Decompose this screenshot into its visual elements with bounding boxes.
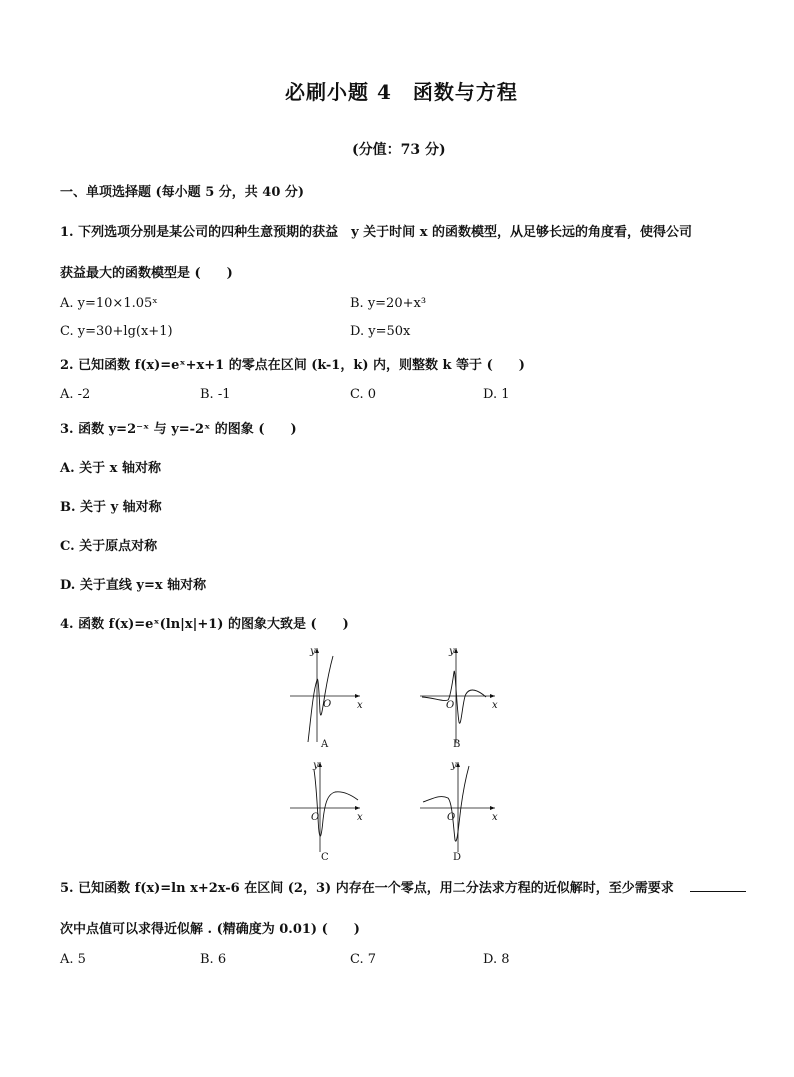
graph-a-label: A: [321, 739, 329, 750]
question-4-text: 4. 函数 f(x)=eˣ(ln|x|+1) 的图象大致是 ( ): [60, 617, 349, 632]
graph-a: [290, 646, 363, 750]
graph-b-x-label: x: [492, 700, 498, 711]
graph-a-y-label: y: [310, 646, 316, 657]
question-1-option-b: B. y=20+x³: [350, 296, 427, 311]
question-1-line-2: 获益最大的函数模型是 ( ): [60, 266, 233, 281]
graph-c-x-label: x: [357, 812, 363, 823]
question-4-graphs: [280, 642, 520, 867]
graph-d-y-label: y: [451, 760, 457, 771]
graph-c-label: C: [321, 852, 329, 863]
graph-d-x-label: x: [492, 812, 498, 823]
question-3-text: 3. 函数 y=2⁻ˣ 与 y=-2ˣ 的图象 ( ): [60, 422, 297, 437]
question-1-line-1: 1. 下列选项分别是某公司的四种生意预期的获益 y 关于时间 x 的函数模型，从足够长远的角度看，使得公司: [60, 225, 692, 240]
answer-blank: [690, 879, 746, 892]
question-5-line-1: [60, 877, 746, 896]
question-5-option-b: B. 6: [200, 952, 227, 967]
question-3-option-d: D. 关于直线 y=x 轴对称: [60, 578, 207, 593]
question-1-option-d: D. y=50x: [350, 324, 411, 339]
graph-b-y-label: y: [449, 646, 455, 657]
question-2-option-a: A. -2: [60, 387, 91, 402]
question-1-option-a: A. y=10×1.05ˣ: [60, 296, 158, 311]
question-3-option-a: A. 关于 x 轴对称: [60, 461, 161, 476]
graph-d-label: D: [453, 852, 462, 863]
question-2-option-d: D. 1: [483, 387, 510, 402]
question-3-option-b: B. 关于 y 轴对称: [60, 500, 162, 515]
graph-b-label: B: [453, 739, 461, 750]
graph-c-origin: O: [311, 812, 320, 823]
question-5-line-2: 次中点值可以求得近似解 . (精确度为 0.01) ( ): [60, 922, 360, 937]
graph-a-x-label: x: [357, 700, 363, 711]
question-2-option-c: C. 0: [350, 387, 377, 402]
question-5-text: 5. 已知函数 f(x)=ln x+2x-6 在区间 (2，3) 内存在一个零点，用二分法求方程的近似解时，至少需要求: [60, 881, 674, 896]
question-5-option-a: A. 5: [60, 952, 86, 967]
graph-a-origin: O: [323, 699, 332, 710]
graph-b-origin: O: [446, 700, 455, 711]
question-2-text: 2. 已知函数 f(x)=eˣ+x+1 的零点在区间 (k-1，k) 内，则整数 k 等于 ( ): [60, 358, 525, 373]
graph-b: [420, 646, 498, 750]
question-3-option-c: C. 关于原点对称: [60, 539, 158, 554]
graph-c-y-label: y: [313, 760, 319, 771]
score-note: (分值：73 分): [352, 142, 446, 158]
question-2-option-b: B. -1: [200, 387, 231, 402]
graph-d: [420, 760, 498, 863]
page-title: 必刷小题 4 函数与方程: [285, 80, 518, 104]
graph-d-origin: O: [447, 812, 456, 823]
graph-c: [290, 760, 363, 863]
question-1-option-c: C. y=30+lg(x+1): [60, 324, 173, 339]
question-5-option-d: D. 8: [483, 952, 510, 967]
question-5-option-c: C. 7: [350, 952, 377, 967]
section-heading: 一、单项选择题 (每小题 5 分，共 40 分): [60, 185, 305, 200]
